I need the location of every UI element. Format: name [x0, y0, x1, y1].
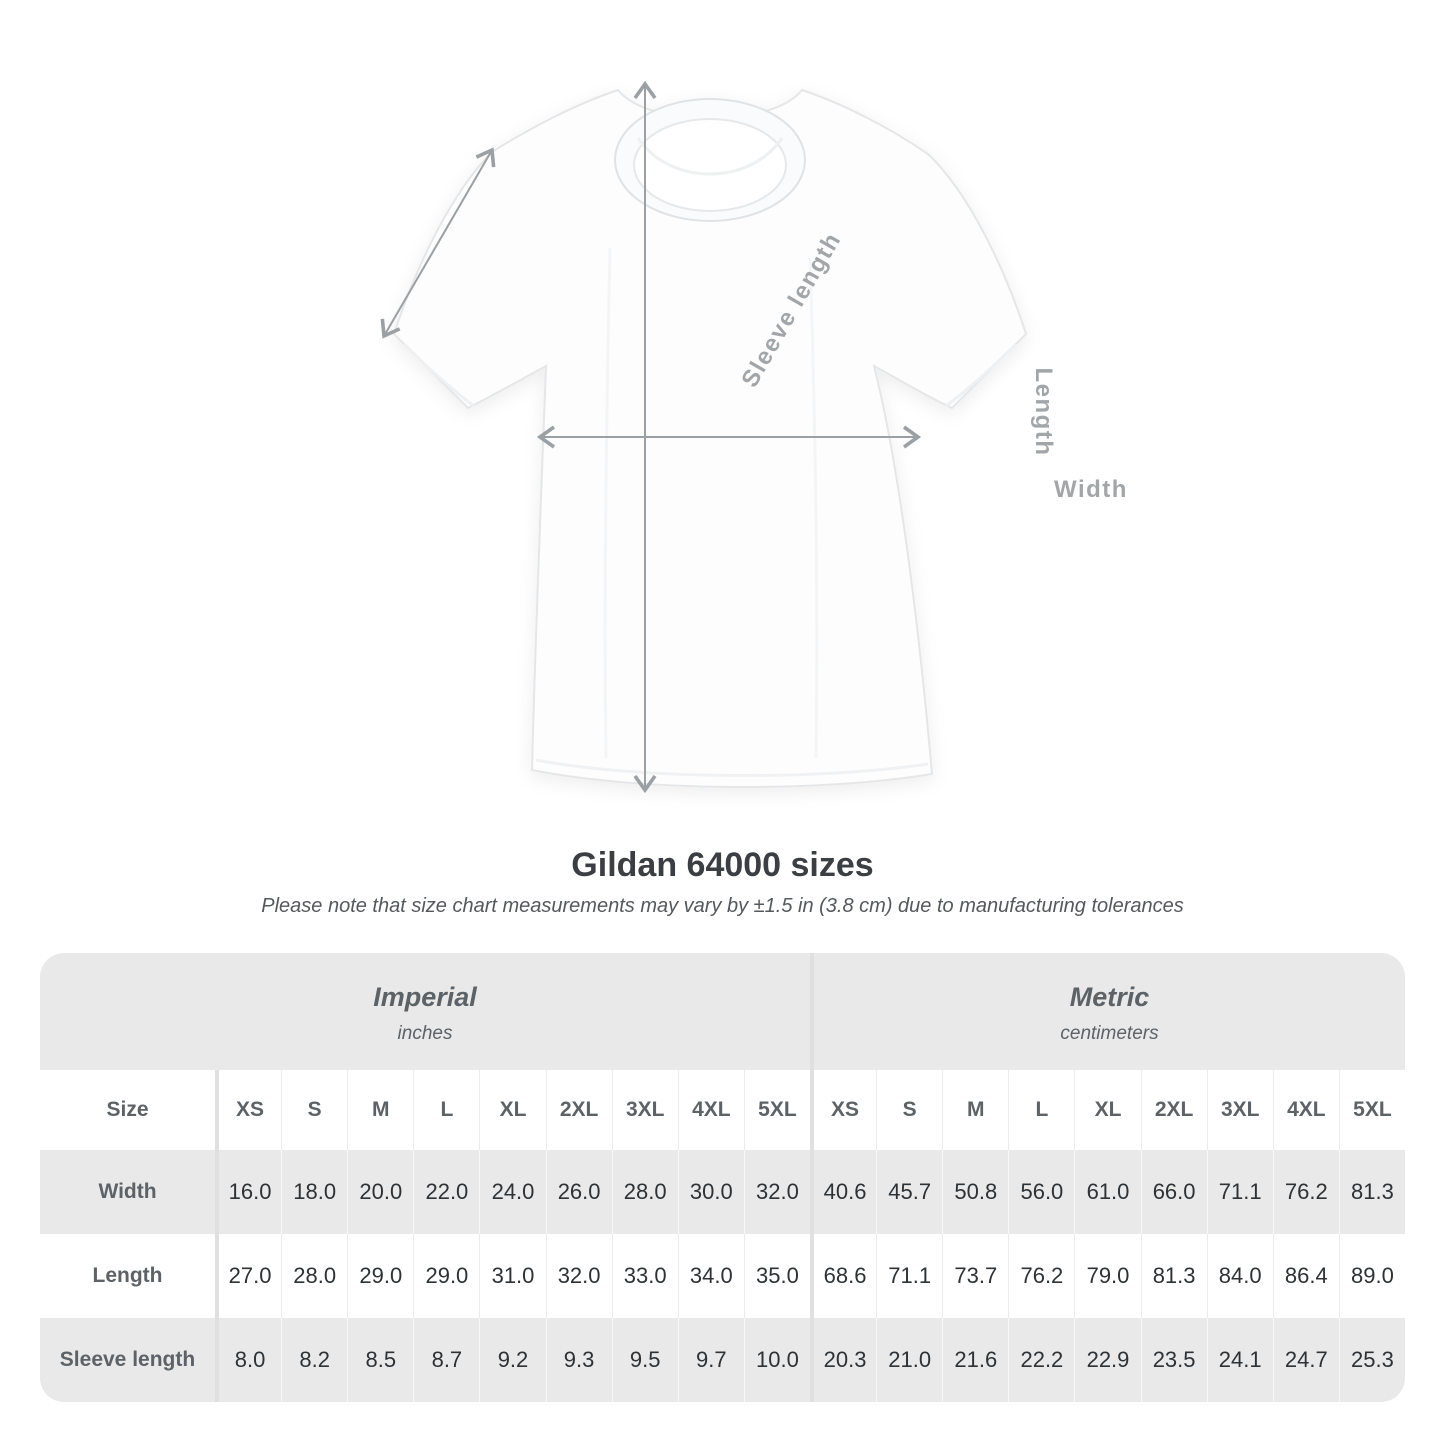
value-cell: 27.0 — [215, 1234, 281, 1318]
value-cell: 8.2 — [281, 1318, 347, 1402]
length-label: Length — [1030, 367, 1057, 457]
value-cell: 20.3 — [810, 1318, 876, 1402]
value-cell: 35.0 — [744, 1234, 810, 1318]
metric-unit: centimeters — [1060, 1023, 1159, 1044]
size-col-header: 3XL — [612, 1070, 678, 1150]
value-cell: 18.0 — [281, 1150, 347, 1234]
unit-header-metric — [810, 953, 1405, 1070]
metric-title: Metric — [1069, 982, 1150, 1012]
value-cell: 9.2 — [479, 1318, 545, 1402]
value-cell: 84.0 — [1207, 1234, 1273, 1318]
size-table — [40, 953, 1405, 1402]
value-cell: 9.7 — [678, 1318, 744, 1402]
value-cell: 22.9 — [1074, 1318, 1140, 1402]
imperial-title: Imperial — [373, 982, 477, 1012]
value-cell: 29.0 — [413, 1234, 479, 1318]
unit-header-imperial — [40, 953, 810, 1070]
value-cell: 79.0 — [1074, 1234, 1140, 1318]
value-cell: 81.3 — [1339, 1150, 1405, 1234]
value-cell: 33.0 — [612, 1234, 678, 1318]
table-row-length — [40, 1234, 1405, 1318]
size-col-header: 5XL — [744, 1070, 810, 1150]
size-col-header: L — [1008, 1070, 1074, 1150]
size-col-header: XS — [215, 1070, 281, 1150]
value-cell: 71.1 — [876, 1234, 942, 1318]
value-cell: 32.0 — [744, 1150, 810, 1234]
value-cell: 23.5 — [1141, 1318, 1207, 1402]
value-cell: 26.0 — [546, 1150, 612, 1234]
tshirt-diagram — [380, 68, 1128, 808]
size-col-header: S — [876, 1070, 942, 1150]
value-cell: 89.0 — [1339, 1234, 1405, 1318]
value-cell: 81.3 — [1141, 1234, 1207, 1318]
value-cell: 68.6 — [810, 1234, 876, 1318]
size-col-header: 2XL — [1141, 1070, 1207, 1150]
value-cell: 40.6 — [810, 1150, 876, 1234]
table-row-width — [40, 1150, 1405, 1234]
unit-header-band — [40, 953, 1405, 1070]
table-row-sleeve-length — [40, 1318, 1405, 1402]
page-title: Gildan 64000 sizes — [571, 846, 874, 884]
size-col-header: 2XL — [546, 1070, 612, 1150]
tolerance-note: Please note that size chart measurements may vary by ±1.5 in (3.8 cm) due to manufacturing tolerances — [261, 895, 1184, 917]
value-cell: 28.0 — [612, 1150, 678, 1234]
tshirt-image — [380, 68, 1040, 808]
value-cell: 24.1 — [1207, 1318, 1273, 1402]
row-label: Sleeve length — [59, 1348, 196, 1371]
size-col-header: XS — [810, 1070, 876, 1150]
size-col-header: XL — [479, 1070, 545, 1150]
value-cell: 50.8 — [942, 1150, 1008, 1234]
value-cell: 28.0 — [281, 1234, 347, 1318]
value-cell: 22.0 — [413, 1150, 479, 1234]
value-cell: 24.7 — [1273, 1318, 1339, 1402]
value-cell: 16.0 — [215, 1150, 281, 1234]
size-col-header: 4XL — [678, 1070, 744, 1150]
value-cell: 10.0 — [744, 1318, 810, 1402]
value-cell: 34.0 — [678, 1234, 744, 1318]
value-cell: 8.5 — [347, 1318, 413, 1402]
value-cell: 76.2 — [1008, 1234, 1074, 1318]
tshirt-silhouette — [394, 90, 1026, 787]
size-header-row — [40, 1070, 1405, 1150]
size-col-header: 4XL — [1273, 1070, 1339, 1150]
value-cell: 61.0 — [1074, 1150, 1140, 1234]
value-cell: 9.3 — [546, 1318, 612, 1402]
value-cell: 29.0 — [347, 1234, 413, 1318]
value-cell: 21.0 — [876, 1318, 942, 1402]
value-cell: 21.6 — [942, 1318, 1008, 1402]
value-cell: 31.0 — [479, 1234, 545, 1318]
size-col-header: M — [347, 1070, 413, 1150]
value-cell: 71.1 — [1207, 1150, 1273, 1234]
value-cell: 45.7 — [876, 1150, 942, 1234]
value-cell: 56.0 — [1008, 1150, 1074, 1234]
value-cell: 66.0 — [1141, 1150, 1207, 1234]
value-cell: 24.0 — [479, 1150, 545, 1234]
value-cell: 22.2 — [1008, 1318, 1074, 1402]
width-label: Width — [1054, 476, 1128, 503]
size-col-header: L — [413, 1070, 479, 1150]
value-cell: 86.4 — [1273, 1234, 1339, 1318]
sleeve-length-label: Sleeve length — [736, 227, 847, 392]
row-label: Width — [98, 1180, 157, 1203]
value-cell: 9.5 — [612, 1318, 678, 1402]
value-cell: 25.3 — [1339, 1318, 1405, 1402]
size-col-header: S — [281, 1070, 347, 1150]
value-cell: 20.0 — [347, 1150, 413, 1234]
value-cell: 30.0 — [678, 1150, 744, 1234]
size-col-header: 3XL — [1207, 1070, 1273, 1150]
imperial-unit: inches — [397, 1023, 453, 1044]
size-header-label: Size — [106, 1098, 149, 1121]
value-cell: 8.0 — [215, 1318, 281, 1402]
row-label: Length — [92, 1264, 163, 1287]
collar-inner — [634, 119, 786, 211]
size-col-header: XL — [1074, 1070, 1140, 1150]
value-cell: 8.7 — [413, 1318, 479, 1402]
value-cell: 73.7 — [942, 1234, 1008, 1318]
size-col-header: M — [942, 1070, 1008, 1150]
value-cell: 76.2 — [1273, 1150, 1339, 1234]
value-cell: 32.0 — [546, 1234, 612, 1318]
size-col-header: 5XL — [1339, 1070, 1405, 1150]
